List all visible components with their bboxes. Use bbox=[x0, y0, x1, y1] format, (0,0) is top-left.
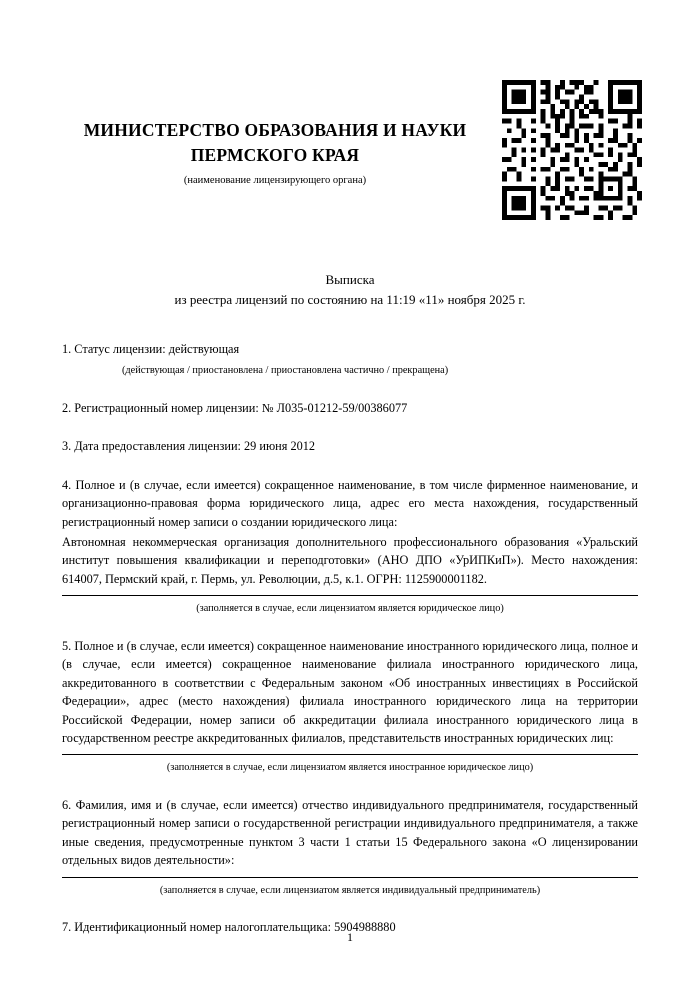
item-4-note: (заполняется в случае, если лицензиатом является юридическое лицо) bbox=[196, 603, 504, 615]
item-3 bbox=[62, 437, 638, 455]
item-5 bbox=[62, 637, 638, 776]
item-3-text: 3. Дата предоставления лицензии: 29 июня 2012 bbox=[62, 439, 316, 454]
item-6-rule bbox=[62, 877, 638, 878]
item-1-text: 1. Статус лицензии: действующая bbox=[62, 341, 240, 356]
item-4-value: Автономная некоммерческая организация дополнительного профессионального образования «Уральский институт повышения квалификации и переподготовки» (АНО ДПО «УрИПКиП»). Место нахождения: 614007, Пермский край, г. Пермь, ул. Революции, д.5, к.1. ОГРН: 1125900001182. bbox=[62, 535, 638, 586]
item-1-note: (действующая / приостановлена / приостановлена частично / прекращена) bbox=[122, 365, 449, 377]
item-2-text: 2. Регистрационный номер лицензии: № Л035-01212-59/00386077 bbox=[62, 400, 408, 415]
item-5-note: (заполняется в случае, если лицензиатом является иностранное юридическое лицо) bbox=[166, 762, 534, 774]
item-6-text: 6. Фамилия, имя и (в случае, если имеется) отчество индивидуального предпринимателя, государственный регистрационный номер записи о государственной регистрации индивидуального предпринимателя, а также иные сведения, предусмотренные пунктом 3 части 1 статьи 15 Федерального закона «О лицензировании отдельных видов деятельности»: bbox=[62, 797, 638, 868]
item-4 bbox=[62, 476, 638, 617]
page-number: 1 bbox=[347, 930, 353, 944]
document-title bbox=[62, 270, 638, 310]
item-1 bbox=[62, 340, 638, 379]
item-6 bbox=[62, 796, 638, 898]
item-4-rule bbox=[62, 595, 638, 596]
qr-code bbox=[502, 80, 642, 220]
item-5-rule bbox=[62, 754, 638, 755]
ministry-title-line1: МИНИСТЕРСТВО ОБРАЗОВАНИЯ И НАУКИ bbox=[83, 120, 467, 140]
item-6-note: (заполняется в случае, если лицензиатом является индивидуальный предприниматель) bbox=[159, 884, 541, 896]
ministry-title-line2: ПЕРМСКОГО КРАЯ bbox=[190, 144, 360, 165]
ministry-subtitle: (наименование лицензирующего органа) bbox=[183, 174, 367, 186]
item-7-text: 7. Идентификационный номер налогоплательщика: 5904988880 bbox=[62, 920, 396, 935]
document-title-line1: Выписка bbox=[325, 271, 375, 287]
item-4-text: 4. Полное и (в случае, если имеется) сокращенное наименование, в том числе фирменное наименование, и организационно-правовая форма юридического лица, адрес его места нахождения, государственный регистрационный номер записи о создании юридического лица: bbox=[62, 477, 638, 529]
item-2 bbox=[62, 399, 638, 417]
document-title-line2: из реестра лицензий по состоянию на 11:19 «11» ноября 2025 г. bbox=[174, 291, 526, 307]
item-5-text: 5. Полное и (в случае, если имеется) сокращенное наименование иностранного юридического лица, полное и (в случае, если имеется) сокращенное наименование филиала иностранного юридического лица, аккредитованного в соответствии с Федеральным законом «Об иностранных инвестициях в Российской Федерации», адрес (место нахождения) филиала иностранного юридического лица на территории Российской Федерации, номер записи об аккредитации филиала иностранного юридического лица в государственном реестре аккредитованных филиалов, представительств иностранных юридических лиц: bbox=[62, 638, 638, 745]
